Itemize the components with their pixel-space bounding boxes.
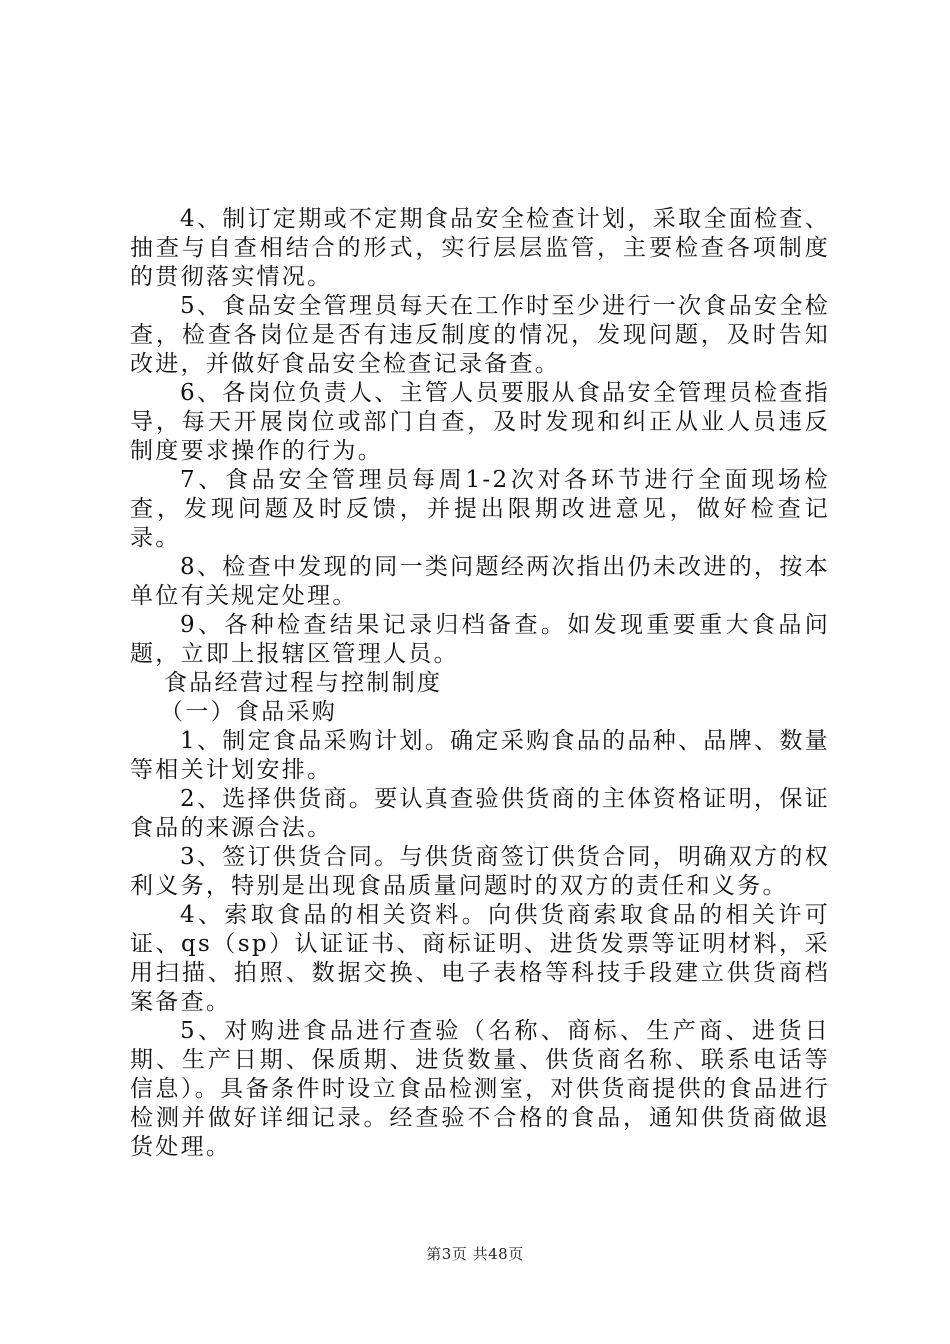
paragraph-item-6: 6、各岗位负责人、主管人员要服从食品安全管理员检查指导，每天开展岗位或部门自查，及时发现和纠正从业人员违反制度要求操作的行为。 — [130, 380, 830, 464]
section-heading: 食品经营过程与控制制度 — [164, 670, 443, 696]
paragraph-item-8: 8、检查中发现的同一类问题经两次指出仍未改进的，按本单位有关规定处理。 — [130, 554, 830, 609]
paragraph-item-4: 4、制订定期或不定期食品安全检查计划，采取全面检查、抽查与自查相结合的形式，实行层层监管，主要检查各项制度的贯彻落实情况。 — [130, 206, 830, 290]
paragraph-item-9: 9、各种检查结果记录归档备查。如发现重要重大食品问题，立即上报辖区管理人员。 — [130, 612, 830, 667]
paragraph-item-7: 7、食品安全管理员每周1-2次对各环节进行全面现场检查，发现问题及时反馈，并提出限期改进意见，做好检查记录。 — [130, 467, 830, 551]
document-body — [130, 205, 830, 1162]
subsection-heading: （一）食品采购 — [160, 699, 338, 725]
procurement-item-1: 1、制定食品采购计划。确定采购食品的品种、品牌、数量等相关计划安排。 — [130, 728, 830, 783]
page-number: 第3页 共48页 — [426, 1245, 524, 1263]
procurement-item-4: 4、索取食品的相关资料。向供货商索取食品的相关许可证、qs（sp）认证证书、商标证明、进货发票等证明材料，采用扫描、拍照、数据交换、电子表格等科技手段建立供货商档案备查。 — [130, 902, 830, 1015]
page-footer — [0, 1243, 950, 1264]
procurement-item-2: 2、选择供货商。要认真查验供货商的主体资格证明，保证食品的来源合法。 — [130, 786, 830, 841]
procurement-item-3: 3、签订供货合同。与供货商签订供货合同，明确双方的权利义务，特别是出现食品质量问题时的双方的责任和义务。 — [130, 844, 830, 899]
paragraph-item-5: 5、食品安全管理员每天在工作时至少进行一次食品安全检查，检查各岗位是否有违反制度的情况，发现问题，及时告知改进，并做好食品安全检查记录备查。 — [130, 293, 830, 377]
procurement-item-5: 5、对购进食品进行查验（名称、商标、生产商、进货日期、生产日期、保质期、进货数量、供货商名称、联系电话等信息）。具备条件时设立食品检测室，对供货商提供的食品进行检测并做好详细记录。经查验不合格的食品，通知供货商做退货处理。 — [130, 1018, 830, 1160]
